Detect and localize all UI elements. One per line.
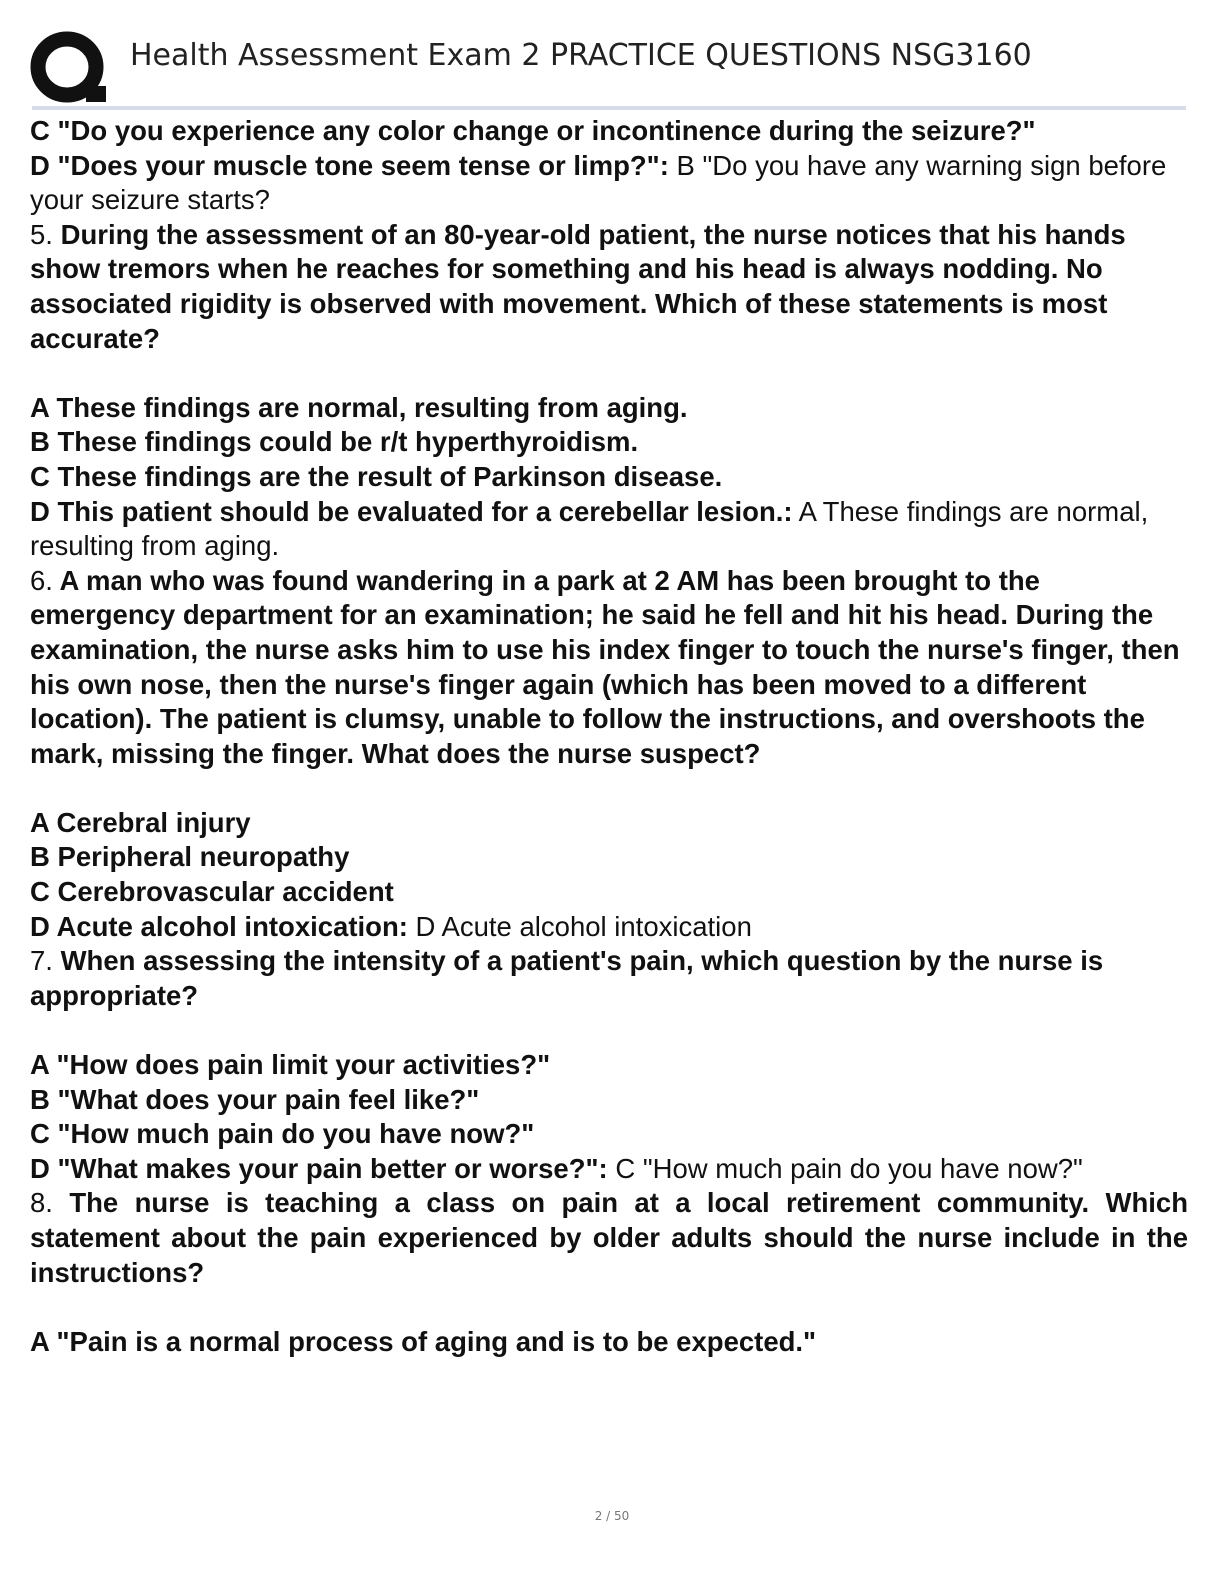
q5-answer: A These findings are normal, resulting from aging. [30, 495, 1149, 562]
q5-option-d-line [30, 495, 1188, 564]
q6-option-d: D Acute alcohol intoxication: [30, 910, 408, 942]
q5-question: During the assessment of an 80-year-old patient, the nurse notices that his hands show tremors when he reaches for something and his head is always nodding. No associated rigidity is observed with movement. Which of these statements is most accurate? [30, 218, 1126, 354]
q8-number: 8. [30, 1187, 53, 1219]
q7-question-block [30, 944, 1188, 1013]
q6-question-block [30, 564, 1188, 772]
q7-answer: C "How much pain do you have now?" [607, 1152, 1083, 1184]
q6-option-d-line [30, 910, 1188, 945]
q5-number: 5. [30, 218, 53, 250]
q5-question-block [30, 218, 1188, 356]
q7-option-c: C "How much pain do you have now?" [30, 1118, 535, 1150]
document-title: Health Assessment Exam 2 PRACTICE QUESTIONS NSG3160 [130, 38, 1032, 73]
q5-option-a: A These findings are normal, resulting from aging. [30, 391, 688, 423]
q8-question-block [30, 1186, 1188, 1290]
q7-question: When assessing the intensity of a patient's pain, which question by the nurse is appropriate? [30, 945, 1104, 1011]
q7-number: 7. [30, 945, 53, 977]
q7-option-d-line [30, 1152, 1188, 1187]
q6-option-a: A Cerebral injury [30, 806, 251, 838]
q7-option-b: B "What does your pain feel like?" [30, 1083, 480, 1115]
q5-option-d: D This patient should be evaluated for a cerebellar lesion.: [30, 495, 793, 527]
q4-option-d: D "Does your muscle tone seem tense or limp?": [30, 149, 669, 181]
q8-question: The nurse is teaching a class on pain at a local retirement community. Which statement about the pain experienced by older adults should the nurse include in the instructions? [30, 1187, 1188, 1288]
logo-q-icon [30, 30, 108, 106]
q6-answer: D Acute alcohol intoxication [407, 910, 752, 942]
q5-option-b: B These findings could be r/t hyperthyroidism. [30, 426, 639, 458]
q6-option-b: B Peripheral neuropathy [30, 841, 350, 873]
q6-question: A man who was found wandering in a park at 2 AM has been brought to the emergency department for an examination; he said he fell and hit his head. During the examination, the nurse asks him to use his index finger to touch the nurse's finger, then his own nose, then the nurse's finger again (which has been moved to a different location). The patient is clumsy, unable to follow the instructions, and overshoots the mark, missing the finger. What does the nurse suspect? [30, 564, 1180, 769]
q6-number: 6. [30, 564, 53, 596]
q4-answer: B "Do you have any warning sign before your seizure starts? [30, 149, 1167, 216]
q5-option-c: C These findings are the result of Parkinson disease. [30, 460, 723, 492]
q7-option-d: D "What makes your pain better or worse?": [30, 1152, 608, 1184]
q4-option-d-line [30, 149, 1188, 218]
header-divider [32, 106, 1186, 110]
document-body [30, 114, 1188, 1359]
q4-option-c: C "Do you experience any color change or incontinence during the seizure?" [30, 115, 1036, 146]
page-indicator: 2 / 50 [594, 1509, 630, 1523]
q7-option-a: A "How does pain limit your activities?" [30, 1049, 551, 1081]
q6-option-c: C Cerebrovascular accident [30, 876, 394, 908]
q8-option-a: A "Pain is a normal process of aging and is to be expected." [30, 1325, 817, 1357]
